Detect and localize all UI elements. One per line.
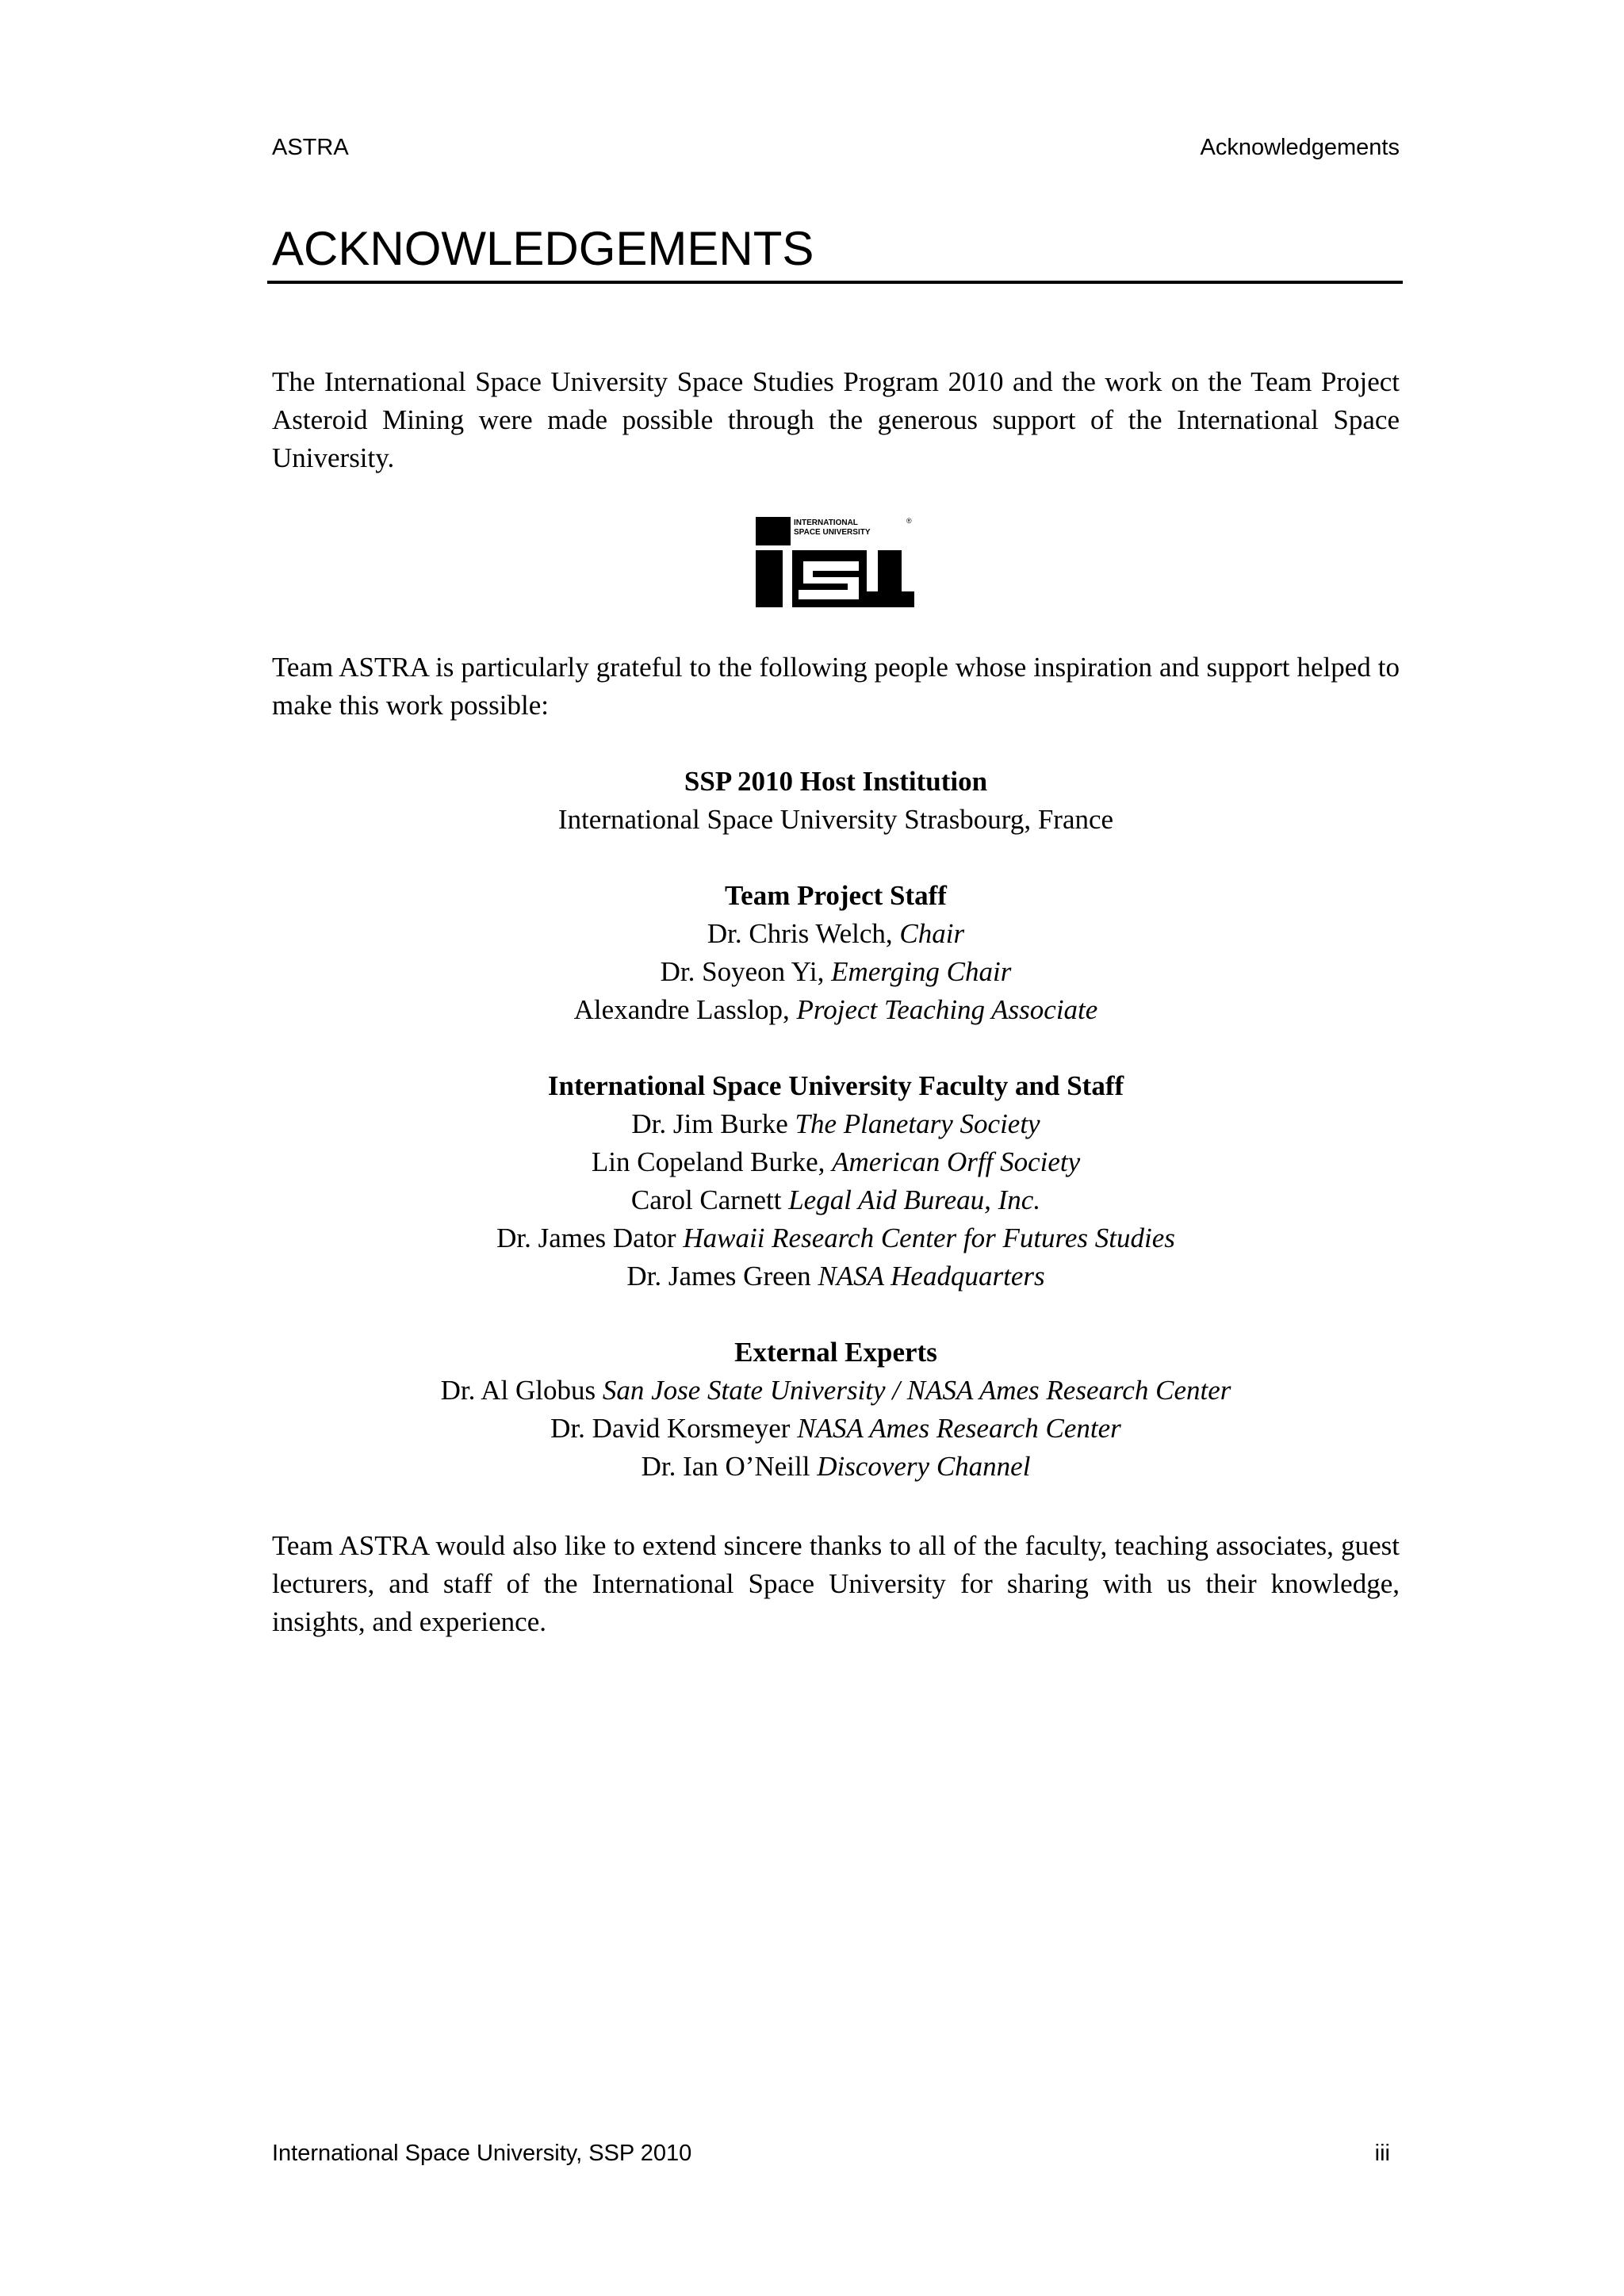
entry: Dr. Ian O’Neill Discovery Channel bbox=[641, 1451, 1031, 1482]
grateful-paragraph: Team ASTRA is particularly grateful to the following people whose inspiration and support helped to make this work possible: bbox=[272, 652, 1400, 721]
entry: Dr. James Green NASA Headquarters bbox=[626, 1261, 1045, 1292]
section-title: SSP 2010 Host Institution bbox=[684, 766, 988, 797]
running-header bbox=[272, 135, 1400, 161]
logo-line2: SPACE UNIVERSITY bbox=[794, 528, 871, 537]
entry: Lin Copeland Burke, American Orff Society bbox=[591, 1146, 1081, 1177]
page-number: iii bbox=[1374, 2141, 1390, 2166]
closing-paragraph: Team ASTRA would also like to extend sincere thanks to all of the faculty, teaching associates, guest lecturers, and staff of the International Space University for sharing with us their knowledge, insights, and experience. bbox=[272, 1530, 1400, 1637]
entry: Dr. Soyeon Yi, Emerging Chair bbox=[660, 956, 1012, 987]
isu-logo-icon bbox=[756, 517, 914, 607]
section-title: Team Project Staff bbox=[725, 880, 947, 911]
section-external-experts bbox=[272, 1334, 1400, 1486]
running-footer bbox=[272, 2141, 1390, 2167]
section-faculty-and-staff bbox=[272, 1067, 1400, 1295]
logo-line1: INTERNATIONAL bbox=[794, 519, 858, 527]
section-host-institution bbox=[272, 763, 1400, 839]
section-title: External Experts bbox=[734, 1337, 937, 1368]
entry: Dr. Jim Burke The Planetary Society bbox=[631, 1108, 1040, 1139]
entry: Dr. Al Globus San Jose State University / NASA Ames Research Center bbox=[440, 1375, 1231, 1406]
entry: Carol Carnett Legal Aid Bureau, Inc. bbox=[630, 1184, 1041, 1215]
section-team-project-staff bbox=[272, 877, 1400, 1029]
entry: Dr. David Korsmeyer NASA Ames Research Center bbox=[550, 1413, 1121, 1444]
footer-left: International Space University, SSP 2010 bbox=[272, 2141, 692, 2166]
logo-registered: ® bbox=[906, 517, 912, 525]
header-left: ASTRA bbox=[272, 135, 349, 160]
section-title: International Space University Faculty and Staff bbox=[547, 1070, 1124, 1101]
title-rule bbox=[267, 281, 1403, 284]
header-right: Acknowledgements bbox=[1200, 135, 1400, 160]
acknowledgement-list bbox=[272, 763, 1400, 1486]
entry: Dr. James Dator Hawaii Research Center for Futures Studies bbox=[496, 1223, 1175, 1253]
intro-paragraph: The International Space University Space Studies Program 2010 and the work on the Team Project Asteroid Mining were made possible through the generous support of the International Space University. bbox=[272, 366, 1400, 473]
entry: Dr. Chris Welch, Chair bbox=[707, 918, 965, 949]
entry: International Space University Strasbourg, France bbox=[557, 804, 1114, 835]
page-title: ACKNOWLEDGEMENTS bbox=[272, 222, 814, 275]
entry: Alexandre Lasslop, Project Teaching Associate bbox=[573, 994, 1098, 1025]
